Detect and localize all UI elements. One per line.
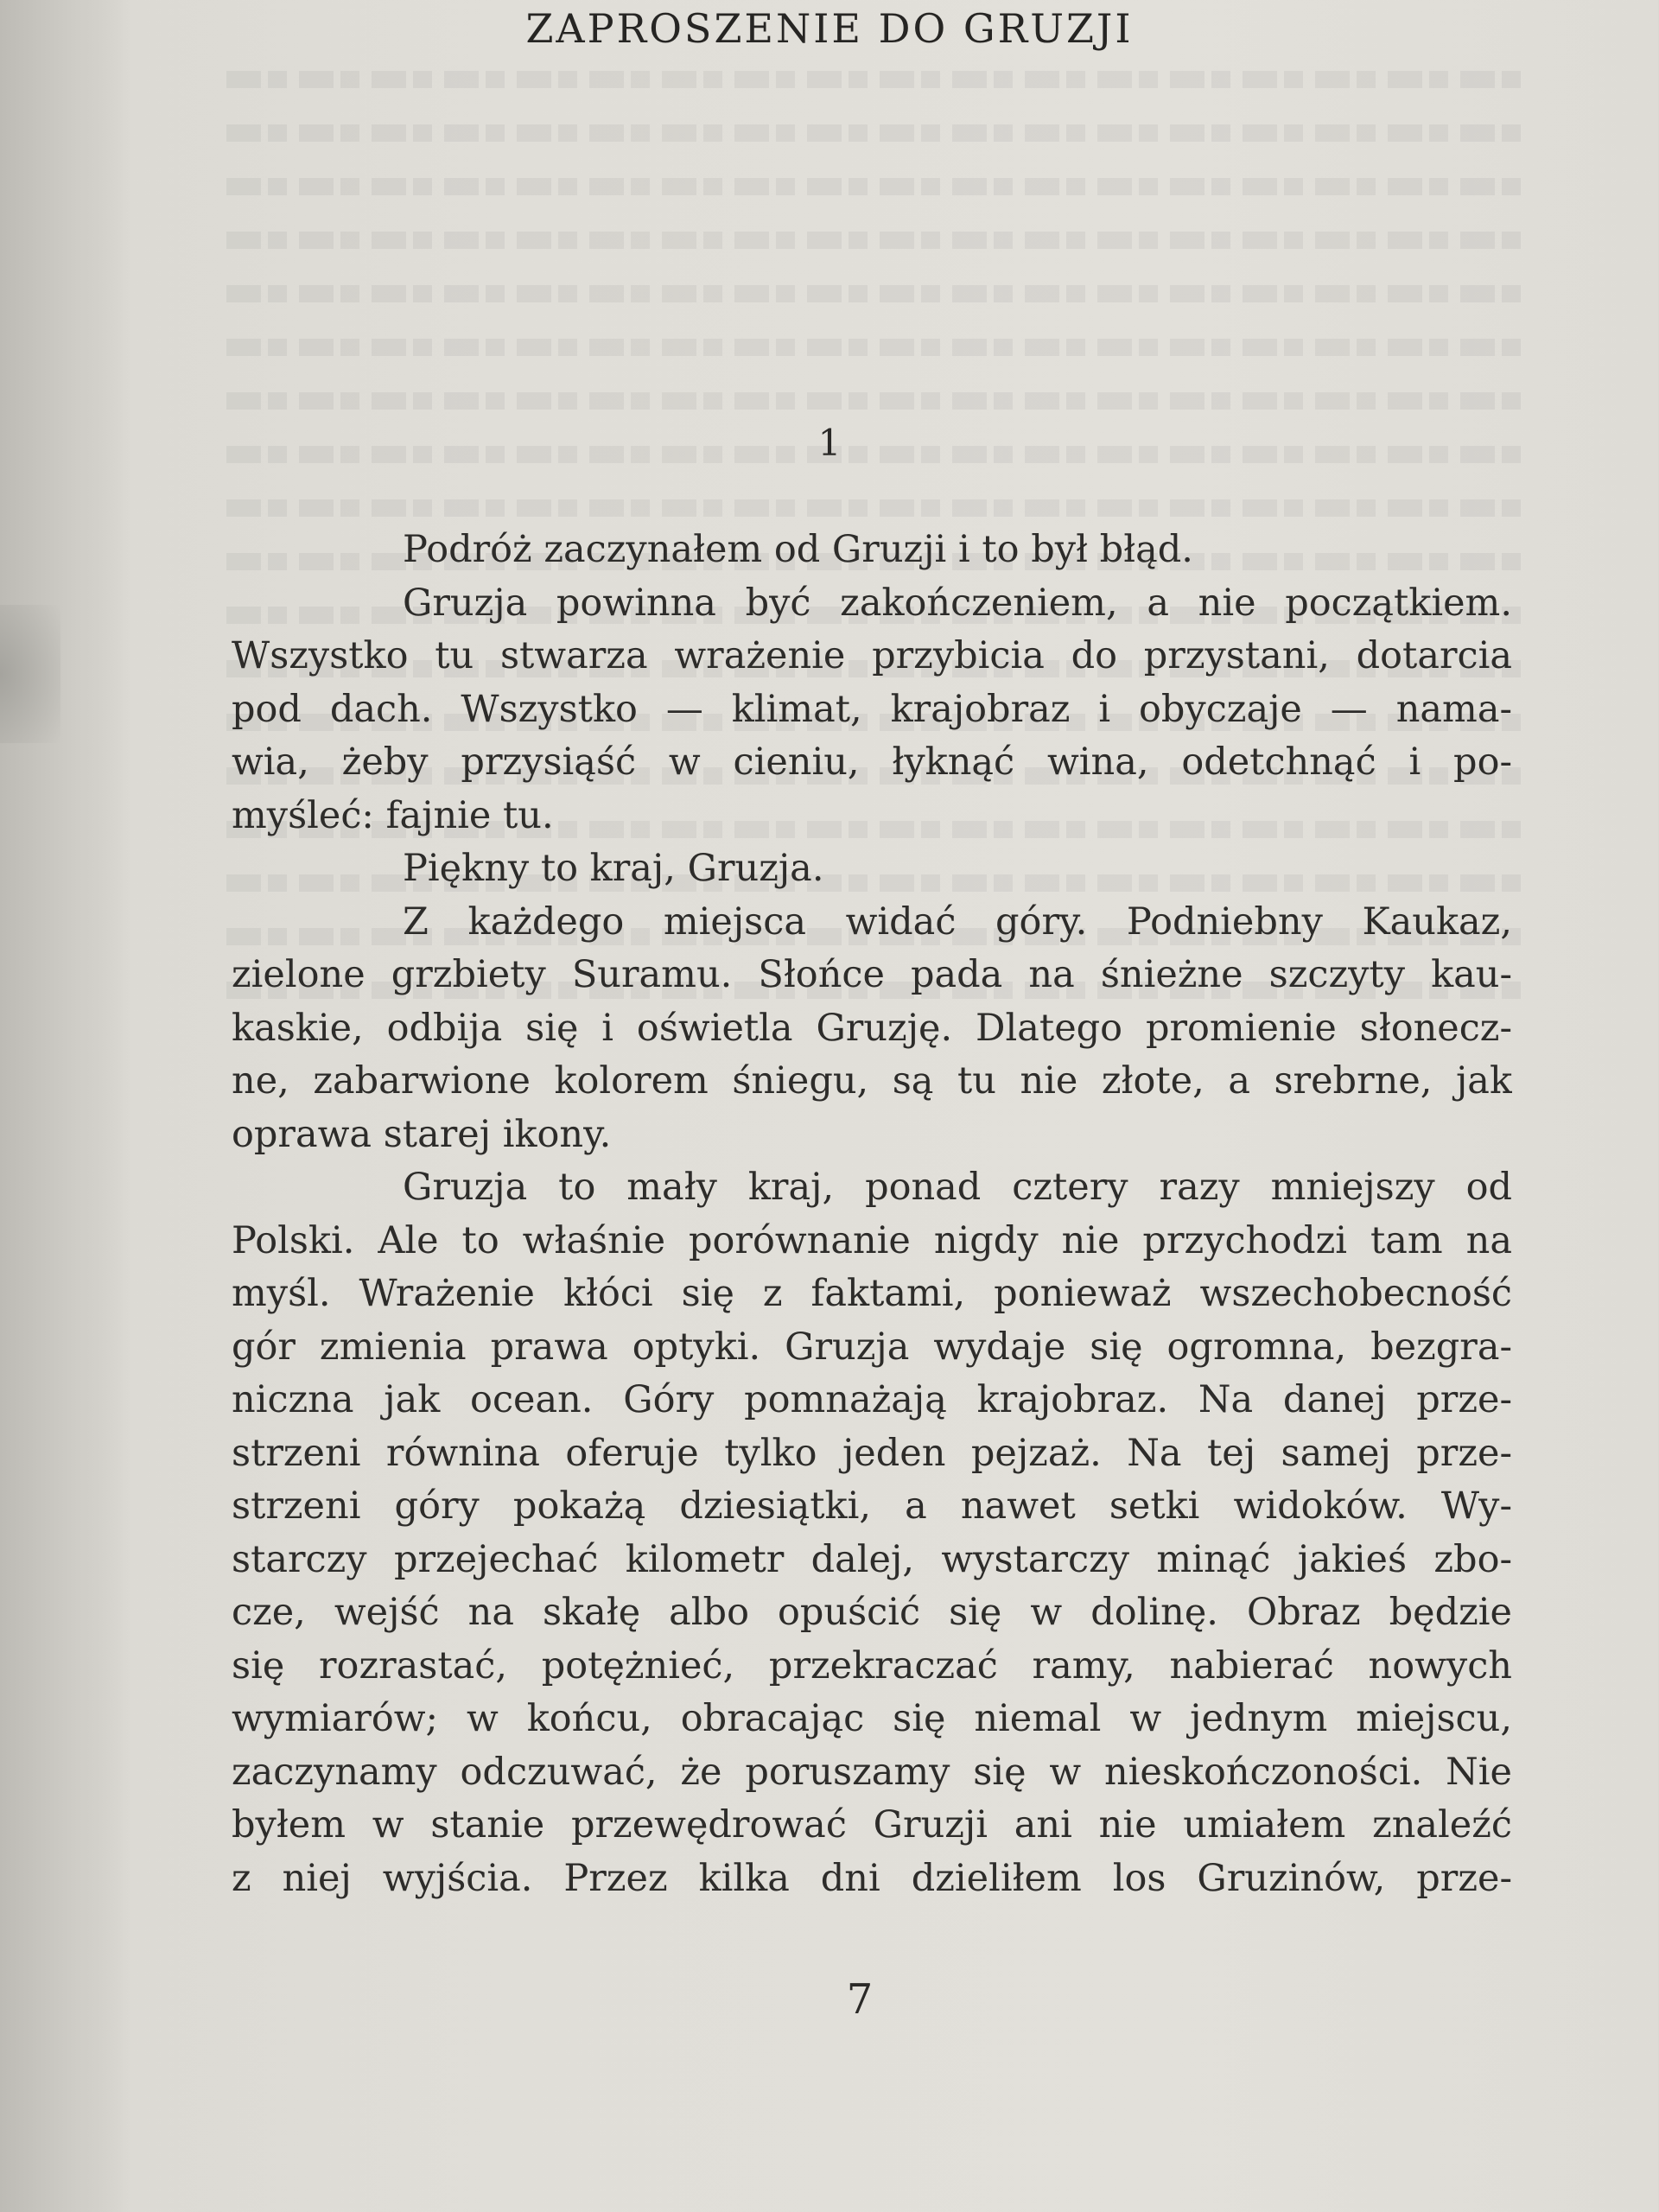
text-line: kaskie, odbija się i oświetla Gruzję. Dlatego promienie słonecz-: [232, 1006, 1512, 1050]
page-shadow: [0, 605, 60, 743]
text-line: zielone grzbiety Suramu. Słońce pada na śnieżne szczyty kau-: [232, 953, 1512, 996]
section-number: 1: [817, 422, 842, 464]
text-line: ne, zabarwione kolorem śniegu, są tu nie złote, a srebrne, jak: [232, 1059, 1512, 1103]
text-line: niczna jak ocean. Góry pomnażają krajobraz. Na danej prze-: [232, 1378, 1512, 1421]
text-line: Podróż zaczynałem od Gruzji i to był błąd.: [403, 528, 1193, 571]
text-line: strzeni góry pokażą dziesiątki, a nawet setki widoków. Wy-: [232, 1484, 1512, 1528]
text-line: starczy przejechać kilometr dalej, wystarczy minąć jakieś zbo-: [232, 1537, 1512, 1581]
page-number: 7: [846, 1975, 874, 2024]
body-text: [232, 524, 1512, 1905]
text-line: cze, wejść na skałę albo opuścić się w dolinę. Obraz będzie: [232, 1591, 1512, 1634]
text-line: się rozrastać, potężnieć, przekraczać ramy, nabierać nowych: [232, 1643, 1512, 1688]
text-line: Polski. Ale to właśnie porównanie nigdy nie przychodzi tam na: [232, 1218, 1512, 1262]
text-line: zaczynamy odczuwać, że poruszamy się w nieskończoności. Nie: [232, 1750, 1512, 1794]
text-line: Gruzja to mały kraj, ponad cztery razy mniejszy od: [403, 1166, 1512, 1209]
text-line: wymiarów; w końcu, obracając się niemal w jednym miejscu,: [232, 1697, 1512, 1740]
running-header: ZAPROSZENIE DO GRUZJI: [525, 5, 1134, 52]
text-line: Gruzja powinna być zakończeniem, a nie początkiem.: [403, 581, 1512, 625]
text-line: Piękny to kraj, Gruzja.: [403, 847, 824, 890]
text-line: byłem w stanie przewędrować Gruzji ani nie umiałem znaleźć: [232, 1803, 1512, 1847]
text-line: gór zmienia prawa optyki. Gruzja wydaje się ogromna, bezgra-: [232, 1325, 1512, 1369]
text-line: pod dach. Wszystko — klimat, krajobraz i obyczaje — nama-: [232, 687, 1512, 731]
text-line: Z każdego miejsca widać góry. Podniebny Kaukaz,: [403, 899, 1512, 944]
text-line: z niej wyjścia. Przez kilka dni dzieliłem los Gruzinów, prze-: [232, 1856, 1512, 1900]
text-line: strzeni równina oferuje tylko jeden pejzaż. Na tej samej prze-: [232, 1431, 1512, 1475]
page-edge: [0, 0, 130, 2212]
text-line: myśl. Wrażenie kłóci się z faktami, ponieważ wszechobecność: [232, 1272, 1512, 1315]
text-line: wia, żeby przysiąść w cieniu, łyknąć wina, odetchnąć i po-: [232, 741, 1512, 784]
text-line: myśleć: fajnie tu.: [232, 793, 554, 837]
text-line: oprawa starej ikony.: [232, 1112, 612, 1156]
text-line: Wszystko tu stwarza wrażenie przybicia do przystani, dotarcia: [232, 634, 1512, 677]
